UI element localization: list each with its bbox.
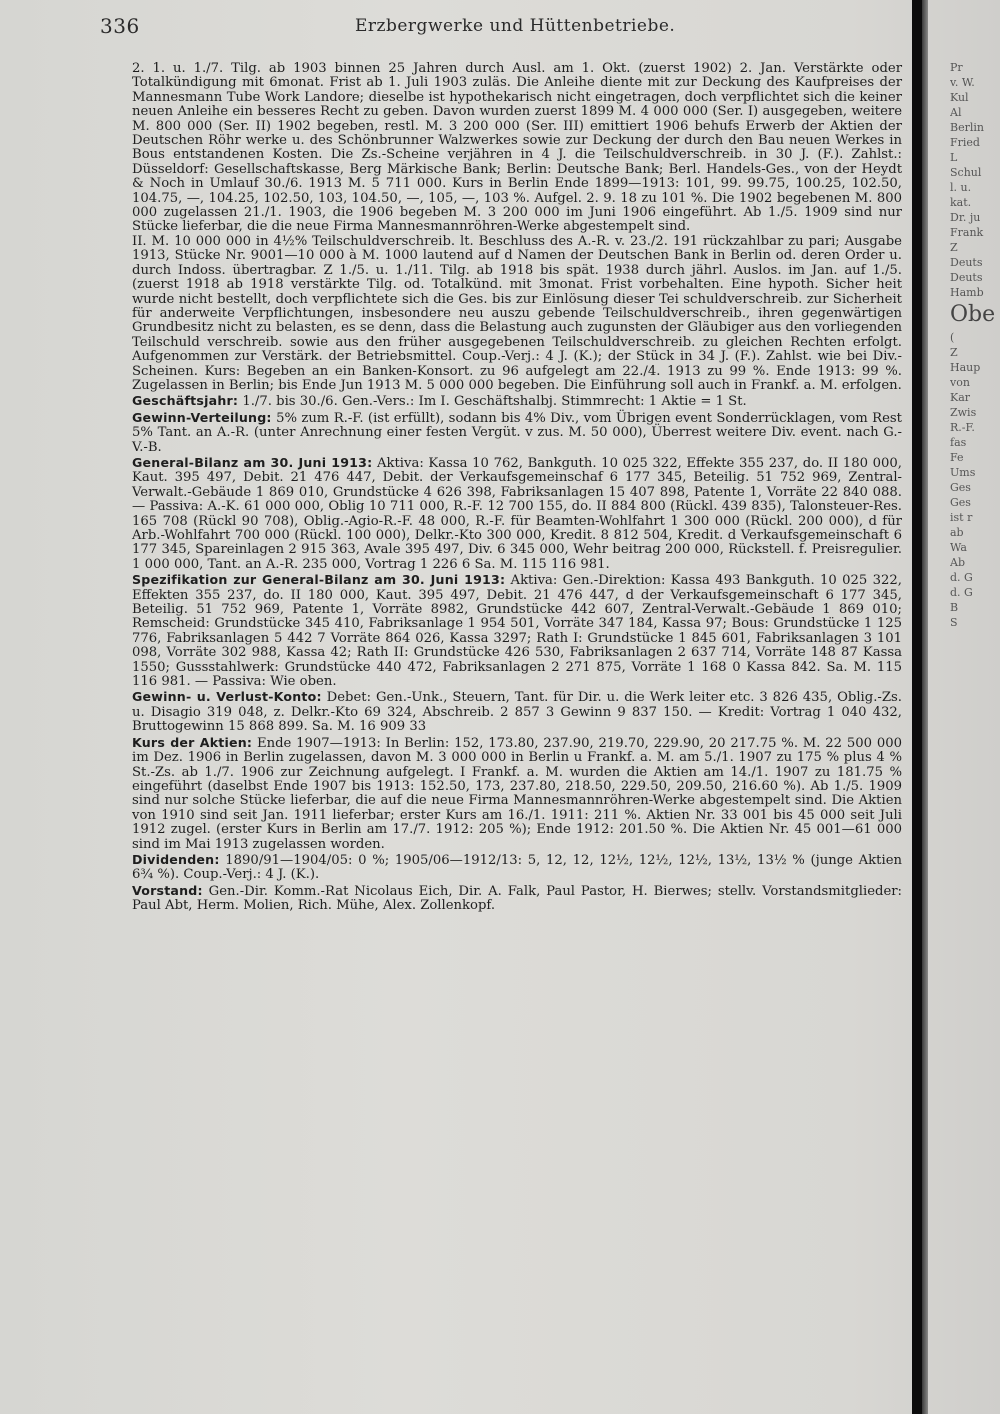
section-heading: Dividenden: xyxy=(132,851,220,867)
section-spezifikation xyxy=(132,573,902,689)
section-text: Debet: Gen.-Unk., Steuern, Tant. für Dir. u. die Werk leiter etc. 3 826 435, Oblig.-Zs. u. Disagio 319 048, z. Delkr.-Kto 69 324, Abschreib. 2 857 3 Gewinn 9 837 150. — Kredit: Vortrag 1 040 432, Bruttogewinn 15 868 899. Sa. M. 16 909 33 xyxy=(132,690,902,735)
neighbor-fragment: Z xyxy=(950,346,958,359)
section-text: Ende 1907—1913: In Berlin: 152, 173.80, 237.90, 219.70, 229.90, 20 217.75 %. M. 22 500 000 im Dez. 1906 in Berlin zugelassen, davon M. 3 000 000 in Berlin u Frankf. a. M. am 5./1. 1907 zu 175 % plus 4 % St.-Zs. ab 1./7. 1906 zur Zeichnung aufgelegt. I Frankf. a. M. wurden die Aktien am 14./1. 1907 zu 181.75 % eingeführt (daselbst Ende 1907 bis 1913: 152.50, 173, 237.80, 218.50, 229.50, 209.50, 216.60 %). Ab 1./5. 1909 sind nur solche Stücke lieferbar, die auf die neue Firma Mannesmannröhren-Werke abgestempelt sind. Die Aktien von 1910 sind seit Jan. 1911 lieferbar; erster Kurs am 16./1. 1911: 211 %. Aktien Nr. 33 001 bis 45 000 seit Juli 1912 zugel. (erster Kurs in Berlin am 17./7. 1912: 205 %); Ende 1912: 201.50 %. Die Aktien Nr. 45 001—61 000 sind im Mai 1913 zugelassen worden. xyxy=(132,735,902,852)
neighbor-fragment: Fe xyxy=(950,451,964,464)
neighbor-fragment: Wa xyxy=(950,541,967,554)
neighbor-fragment: Deuts xyxy=(950,271,983,284)
neighbor-fragment: von xyxy=(950,376,970,389)
neighbor-fragment: Obe xyxy=(950,302,996,327)
page-header xyxy=(100,14,900,44)
section-text: Aktiva: Kassa 10 762, Bankguth. 10 025 322, Effekte 355 237, do. II 180 000, Kaut. 395 497, Debit. 21 476 447, Debit. der Verkaufsgemeinschaf 6 177 345, Beteilig. 51 752 969, Zentral-Verwalt.-Gebäude 1 869 010, Grundstücke 4 626 398, Fabriksanlagen 15 407 898, Patente 1, Vorräte 22 840 088. — Passiva: A.-K. 61 000 000, Oblig 10 711 000, R.-F. 12 700 155, do. II 884 800 (Rückl. 439 835), Talonsteuer-Res. 165 708 (Rückl 90 708), Oblig.-Agio-R.-F. 48 000, R.-F. für Beamten-Wohlfahrt 1 300 000 (Rückl. 200 000), d für Arb.-Wohlfahrt 700 000 (Rückl. 100 000), Delkr.-Kto 300 000, Kredit. 8 812 504, Kredit. d Verkaufsgemeinschaft 6 177 345, Spareinlagen 2 915 363, Avale 395 497, Div. 6 345 000, Wehr beitrag 200 000, Rückstell. f. Preisregulier. 1 000 000, Tant. an A.-R. 235 000, Vortrag 1 226 6 Sa. M. 115 116 981. xyxy=(132,455,902,572)
neighbor-fragment: Ges xyxy=(950,481,971,494)
neighbor-fragment: S xyxy=(950,616,958,629)
neighbor-fragment: L xyxy=(950,151,958,164)
neighbor-fragment: Haup xyxy=(950,361,981,374)
section-heading: Gewinn-Verteilung: xyxy=(132,409,272,425)
section-text: 5% zum R.-F. (ist erfüllt), sodann bis 4% Div., vom Übrigen event Sonderrücklagen, vom Rest 5% Tant. an A.-R. (unter Anrechnung einer festen Vergüt. v zus. M. 50 000), Überrest weitere Div. event. nach G.-V.-B. xyxy=(132,410,902,455)
section-heading: Spezifikation zur General-Bilanz am 30. Juni 1913: xyxy=(132,572,506,588)
neighbor-fragment: Fried xyxy=(950,136,980,149)
bond-series-ii-paragraph: II. M. 10 000 000 in 4½% Teilschuldverschreib. lt. Beschluss des A.-R. v. 23./2. 191 rückzahlbar zu pari; Ausgabe 1913, Stücke Nr. 9001—10 000 à M. 1000 lautend auf d Namen der Deutschen Bank in Berlin od. deren Order u. durch Indoss. übertragbar. Z 1./5. u. 1./11. Tilg. ab 1918 bis spät. 1938 durch jährl. Auslos. im Jan. auf 1./5. (zuerst 1918 ab 1918 verstärkte Tilg. od. Totalkünd. mit 3monat. Frist vorbehalten. Eine hypoth. Sicher heit wurde nicht bestellt, doch verpflichtete sich die Ges. bis zur Einlösung dieser Tei schuldverschreib. zur Sicherheit für anderweite Verpflichtungen, insbesondere neu auszu gebende Teilschuldverschreib., ihren gegenwärtigen Grundbesitz nicht zu belasten, es se denn, dass die Belastung auch zugunsten der Gläubiger aus den vorliegenden Teilschuld verschreib. sowie aus den früher ausgegebenen Teilschuldverschreib. zu gleichen Rechten erfolgt. Aufgenommen zur Verstärk. der Betriebsmittel. Coup.-Verj.: 4 J. (K.); der Stück in 34 J. (F.). Zahlst. wie bei Div.-Scheinen. Kurs: Begeben an ein Banken-Konsort. zu 96 aufgelegt am 22./4. 1913 zu 99 %. Ende 1913: 99 %. Zugelassen in Berlin; bis Ende Jun 1913 M. 5 000 000 begeben. Die Einführung soll auch in Frankf. a. M. erfolgen. xyxy=(132,233,902,393)
section-text: Gen.-Dir. Komm.-Rat Nicolaus Eich, Dir. A. Falk, Paul Pastor, H. Bierwes; stellv. Vorstandsmitglieder: Paul Abt, Herm. Molien, Rich. Mühe, Alex. Zollenkopf. xyxy=(132,883,902,914)
section-heading: Geschäftsjahr: xyxy=(132,393,239,409)
section-text: 1./7. bis 30./6. Gen.-Vers.: Im I. Geschäftshalbj. Stimmrecht: 1 Aktie = 1 St. xyxy=(242,394,747,410)
neighbor-fragment: Kar xyxy=(950,391,971,404)
neighbor-fragment: Dr. ju xyxy=(950,211,981,224)
section-dividenden xyxy=(132,853,902,883)
neighbor-fragment: Frank xyxy=(950,226,984,239)
section-heading: Vorstand: xyxy=(132,882,203,898)
section-heading: Kurs der Aktien: xyxy=(132,734,253,750)
neighbor-fragment: Pr xyxy=(950,61,963,74)
neighbor-fragment: d. G xyxy=(950,571,973,584)
book-binding-edge xyxy=(922,0,928,1414)
page-number: 336 xyxy=(100,14,140,38)
section-gewinn-verteilung xyxy=(132,411,902,455)
neighbor-fragment: Deuts xyxy=(950,256,983,269)
running-title: Erzbergwerke und Hüttenbetriebe. xyxy=(355,16,676,36)
section-kurs-der-aktien xyxy=(132,736,902,852)
section-geschaeftsjahr xyxy=(132,394,902,409)
book-binding-shadow xyxy=(912,0,922,1414)
neighbor-fragment: Schul xyxy=(950,166,982,179)
section-text: 1890/91—1904/05: 0 %; 1905/06—1912/13: 5, 12, 12, 12½, 12½, 12½, 13½, 13½ % (junge Aktien 6¾ %). Coup.-Verj.: 4 J. (K.). xyxy=(132,852,902,883)
neighbor-fragment: l. u. xyxy=(950,181,972,194)
neighbor-fragment: ( xyxy=(950,331,955,344)
neighbor-fragment: d. G xyxy=(950,586,973,599)
neighbor-fragment: fas xyxy=(950,436,967,449)
neighbor-fragment: Z xyxy=(950,241,958,254)
section-heading: Gewinn- u. Verlust-Konto: xyxy=(132,689,322,705)
neighbor-fragment: Al xyxy=(950,106,962,119)
section-general-bilanz xyxy=(132,456,902,572)
neighbor-fragment: B xyxy=(950,601,959,614)
neighbor-page-edge xyxy=(950,60,1000,1410)
neighbor-fragment: Hamb xyxy=(950,286,984,299)
neighbor-fragment: Berlin xyxy=(950,121,984,134)
neighbor-fragment: ist r xyxy=(950,511,973,524)
neighbor-fragment: Ges xyxy=(950,496,971,509)
text-column xyxy=(132,62,902,914)
neighbor-fragment: Ab xyxy=(950,556,965,569)
bond-series-i-paragraph: 2. 1. u. 1./7. Tilg. ab 1903 binnen 25 Jahren durch Ausl. am 1. Okt. (zuerst 1902) 2. Jan. Verstärkte oder Totalkündigung mit 6monat. Frist ab 1. Juli 1903 zuläs. Die Anleihe diente mit zur Deckung des Kaufpreises der Mannesmann Tube Work Landore; dieselbe ist hypothekarisch nicht eingetragen, doch verpflichtet sich die keiner neuen Anleihe ein besseres Recht zu geben. Davon wurden zuerst 1899 M. 4 000 000 (Ser. I) ausgegeben, weitere M. 800 000 (Ser. II) 1902 begeben, restl. M. 3 200 000 (Ser. III) emittiert 1906 behufs Erwerb der Aktien der Deutschen Röhr werke u. des Schönbrunner Walzwerkes sowie zur Deckung der durch den Bau neuen Werkes in Bous entstandenen Kosten. Die Zs.-Scheine verjähren in 4 J. die Teilschuldverschreib. in 30 J. (F.). Zahlst.: Düsseldorf: Gesellschaftskasse, Berg Märkische Bank; Berlin: Deutsche Bank; Berl. Handels-Ges., von der Heydt & Noch in Umlauf 30./6. 1913 M. 5 711 000. Kurs in Berlin Ende 1899—1913: 101, 99. 99.75, 100.25, 102.50, 104.75, —, 104.25, 102.50, 103, 104.50, —, 105, —, 103 %. Aufgel. 2. 9. 18 zu 101 %. Die 1902 begebenen M. 800 000 zugelassen 21./1. 1903, die 1906 begeben M. 3 200 000 im Juni 1906 eingeführt. Ab 1./5. 1909 sind nur Stücke lieferbar, die die neue Firma Mannesmannröhren-Werke abgestempelt sind. xyxy=(132,61,902,235)
neighbor-fragment: Kul xyxy=(950,91,969,104)
neighbor-fragment: ab xyxy=(950,526,964,539)
neighbor-fragment: Ums xyxy=(950,466,976,479)
neighbor-fragment: v. W. xyxy=(950,76,975,89)
section-heading: General-Bilanz am 30. Juni 1913: xyxy=(132,454,373,470)
neighbor-fragment: Zwis xyxy=(950,406,977,419)
neighbor-fragment: R.-F. xyxy=(950,421,975,434)
section-vorstand xyxy=(132,884,902,914)
neighbor-fragment: kat. xyxy=(950,196,972,209)
section-gewinn-verlust-konto xyxy=(132,690,902,734)
section-text: Aktiva: Gen.-Direktion: Kassa 493 Bankguth. 10 025 322, Effekten 355 237, do. II 180 000, Kaut. 395 497, Debit. 21 476 447, d der Verkaufsgemeinschaft 6 177 345, Beteilig. 51 752 969, Patente 1, Vorräte 8982, Grundstücke 442 607, Zentral-Verwalt.-Gebäude 1 869 010; Remscheid: Grundstücke 345 410, Fabriksanlage 1 954 501, Vorräte 347 184, Kassa 97; Bous: Grundstücke 1 125 776, Fabriksanlagen 5 442 7 Vorräte 864 026, Kassa 3297; Rath I: Grundstücke 1 845 601, Fabriksanlagen 3 101 098, Vorräte 302 988, Kassa 42; Rath II: Grundstücke 426 530, Fabriksanlagen 2 637 714, Vorräte 148 87 Kassa 1550; Gussstahlwerk: Grundstücke 440 472, Fabriksanlagen 2 271 875, Vorräte 1 168 0 Kassa 842. Sa. M. 115 116 981. — Passiva: Wie oben. xyxy=(132,573,903,690)
